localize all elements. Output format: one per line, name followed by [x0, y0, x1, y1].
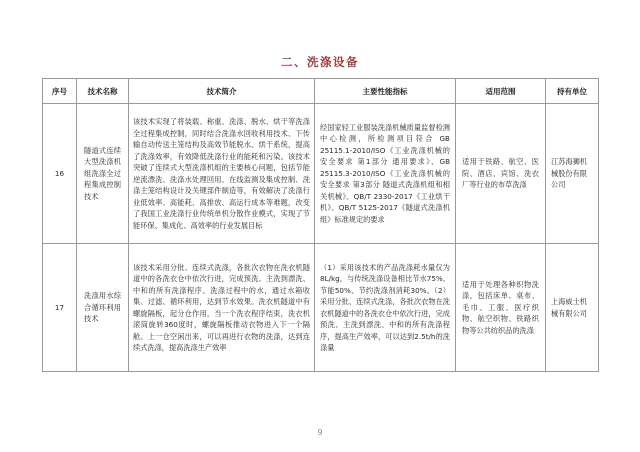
table-row — [43, 104, 599, 244]
equipment-table — [42, 78, 599, 372]
table-header-row — [43, 79, 599, 104]
cell-serial: 17 — [43, 244, 77, 372]
cell-scope: 适用于处理各种织物洗涤，包括床单、桌布、毛巾、工服、医疗织物、航空织物、铁路织物等公共纺织品的洗涤 — [456, 244, 546, 372]
section-title: 二、洗涤设备 — [281, 55, 359, 69]
page-number: 9 — [317, 428, 323, 437]
cell-serial: 16 — [43, 104, 77, 244]
cell-tech-brief: 该技术实现了将装载、称重、洗涤、脱水、烘干等洗涤全过程集成控制，同时结合洗涤水回收利用技术、下传输自动传送主笼结构及高效节能脱水、烘干系统，提高了洗涤效率，有效降低洗涤行业的能耗和污染。该技术突破了连续式大型洗涤机组的主要核心问题，包括节能逆流漂洗、洗涤水处理回用、在线监测及集成控制、洗涤主笼结构设计及关键部件制造等，有效解决了洗涤行业低效率、高能耗、高排放、高运行成本等难题，改变了我国工业洗涤行业传统单机分散作业模式，实现了节能环保、集成化、高效率的行业发展目标 — [129, 104, 315, 244]
cell-performance: 经国家轻工业服装洗涤机械质量监督检测中心检测，所检测项目符合 GB 25115.1-2010/ISO《工业洗涤机械的安全要求 第1部分 通用要求》、GB 25115.3-2010/ISO《工业洗涤机械的安全要求 第3部分 隧道式洗涤机组和相关机械》、QB/T 2330-2017《工业烘干机》、QB/T 5125-2017《隧道式洗涤机组》标准规定的要求 — [315, 104, 456, 244]
cell-holder: 上海威士机械有限公司 — [546, 244, 599, 372]
col-header-serial: 序号 — [43, 79, 77, 104]
table-row — [43, 244, 599, 372]
col-header-performance: 主要性能指标 — [315, 79, 456, 104]
col-header-scope: 适用范围 — [456, 79, 546, 104]
cell-tech-name: 隧道式连续大型洗涤机组洗涤全过程集成控制技术 — [77, 104, 129, 244]
cell-scope: 适用于铁路、航空、医院、酒店、宾馆、洗衣厂等行业的布草洗涤 — [456, 104, 546, 244]
cell-tech-name: 洗涤用水综合循环利用技术 — [77, 244, 129, 372]
col-header-tech-name: 技术名称 — [77, 79, 129, 104]
col-header-holder: 持有单位 — [546, 79, 599, 104]
cell-tech-brief: 该技术采用分批、连续式洗涤，各批次衣物在洗衣机隧道中的各洗衣仓中依次行进，完成预洗、主洗到漂洗、中和的所有洗涤程序。洗涤过程中的水，通过水箱收集、过滤、循环利用，达到节水效果。洗衣机隧道中有螺旋隔板，起分仓作用，当一个洗衣程序结束，洗衣机滚筒旋转360度时，螺旋隔板推动衣物进入下一个隔舱。上一仓空闲出来，可以再进行衣物的洗涤，达到连续式洗涤，提高洗涤生产效率 — [129, 244, 315, 372]
cell-holder: 江苏海狮机械股份有限公司 — [546, 104, 599, 244]
col-header-tech-brief: 技术简介 — [129, 79, 315, 104]
cell-performance: （1）采用该技术的产品洗涤耗水量仅为8L/kg，与传统洗涤设备相比节水75%、节能50%、节约洗涤剂消耗30%。（2）采用分批、连续式洗涤，各批次衣物在洗衣机隧道中的各洗衣仓中依次行进，完成预洗、主洗到漂洗、中和的所有洗涤程序，提高生产效率，可以达到2.5t/h的洗涤量 — [315, 244, 456, 372]
